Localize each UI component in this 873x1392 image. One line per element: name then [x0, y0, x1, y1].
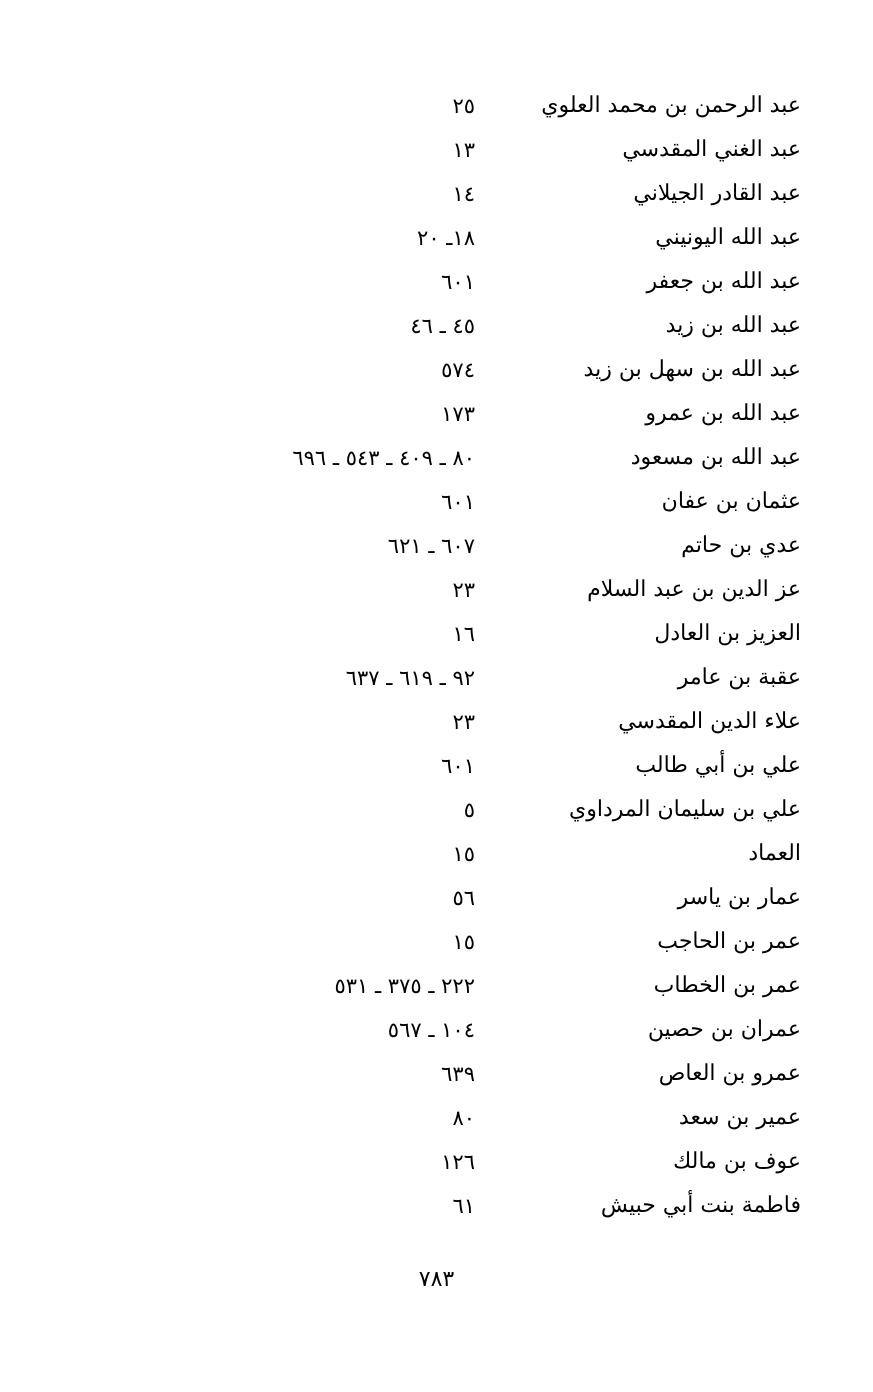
index-entry [0, 436, 873, 480]
entry-pages: ٦٠١ [441, 270, 475, 294]
entry-name: عمير بن سعد [678, 1105, 801, 1130]
entry-name: عبد الله بن عمرو [645, 401, 801, 426]
index-entry [0, 480, 873, 524]
entry-pages: ٦٣٩ [441, 1062, 475, 1086]
index-entry [0, 1096, 873, 1140]
entry-name: عمر بن الخطاب [653, 973, 801, 998]
entry-name: علي بن سليمان المرداوي [569, 797, 801, 822]
index-entry [0, 304, 873, 348]
entry-pages: ١٤ [452, 182, 475, 206]
index-entry [0, 128, 873, 172]
entry-name: فاطمة بنت أبي حبيش [600, 1193, 801, 1218]
entry-name: عبد الله اليونيني [655, 225, 801, 250]
entry-name: عبد الله بن جعفر [646, 269, 801, 294]
entry-pages: ١٣ [452, 138, 475, 162]
entry-pages: ٢٣ [452, 578, 475, 602]
entry-name: عبد الله بن زيد [665, 313, 801, 338]
entry-pages: ٦٠٧ ـ ٦٢١ [387, 534, 475, 558]
entry-name: علي بن أبي طالب [635, 753, 801, 778]
entry-pages: ٢٥ [452, 94, 475, 118]
index-entry [0, 568, 873, 612]
entry-name: علاء الدين المقدسي [618, 709, 801, 734]
entry-name: عبد القادر الجيلاني [633, 181, 801, 206]
entry-pages: ١٦ [452, 622, 475, 646]
entry-pages: ٢٣ [452, 710, 475, 734]
index-entry [0, 348, 873, 392]
index-entry [0, 700, 873, 744]
index-entry [0, 1052, 873, 1096]
entry-name: عمرو بن العاص [658, 1061, 801, 1086]
entry-name: عثمان بن عفان [661, 489, 801, 514]
entry-name: عمران بن حصين [647, 1017, 801, 1042]
entry-pages: ٦٠١ [441, 754, 475, 778]
entry-pages: ١٨ـ ٢٠ [417, 226, 475, 250]
index-entry [0, 524, 873, 568]
index-entry [0, 1184, 873, 1228]
entry-pages: ٨٠ ـ ٤٠٩ ـ ٥٤٣ ـ ٦٩٦ [292, 446, 475, 470]
entry-pages: ٥ [463, 798, 475, 822]
index-entry [0, 832, 873, 876]
entry-name: عقبة بن عامر [677, 665, 801, 690]
entry-pages: ٨٠ [452, 1106, 475, 1130]
index-entry [0, 656, 873, 700]
page-number: ٧٨٣ [418, 1267, 455, 1292]
entry-pages: ٩٢ ـ ٦١٩ ـ ٦٣٧ [345, 666, 475, 690]
index-entry [0, 260, 873, 304]
entry-pages: ١٢٦ [441, 1150, 475, 1174]
index-entry [0, 216, 873, 260]
index-list [0, 84, 873, 1228]
entry-name: عمر بن الحاجب [657, 929, 801, 954]
index-entry [0, 172, 873, 216]
entry-pages: ١٠٤ ـ ٥٦٧ [387, 1018, 475, 1042]
entry-name: العماد [748, 841, 801, 866]
index-entry [0, 788, 873, 832]
entry-pages: ٥٦ [452, 886, 475, 910]
entry-pages: ١٥ [452, 842, 475, 866]
entry-name: عدي بن حاتم [681, 533, 801, 558]
entry-name: عبد الرحمن بن محمد العلوي [541, 93, 801, 118]
entry-pages: ٤٥ ـ ٤٦ [410, 314, 475, 338]
entry-name: عوف بن مالك [673, 1149, 801, 1174]
entry-pages: ٥٧٤ [441, 358, 475, 382]
entry-pages: ٦٠١ [441, 490, 475, 514]
index-entry [0, 612, 873, 656]
index-entry [0, 1008, 873, 1052]
index-entry [0, 964, 873, 1008]
entry-name: العزيز بن العادل [654, 621, 801, 646]
index-entry [0, 1140, 873, 1184]
entry-name: عبد الله بن مسعود [630, 445, 801, 470]
entry-name: عبد الغني المقدسي [622, 137, 801, 162]
entry-pages: ١٧٣ [441, 402, 475, 426]
index-entry [0, 920, 873, 964]
entry-name: عمار بن ياسر [677, 885, 801, 910]
entry-pages: ١٥ [452, 930, 475, 954]
entry-pages: ٦١ [452, 1194, 475, 1218]
index-entry [0, 744, 873, 788]
entry-name: عبد الله بن سهل بن زيد [583, 357, 801, 382]
entry-name: عز الدين بن عبد السلام [587, 577, 801, 602]
index-entry [0, 84, 873, 128]
index-entry [0, 876, 873, 920]
entry-pages: ٢٢٢ ـ ٣٧٥ ـ ٥٣١ [334, 974, 475, 998]
index-entry [0, 392, 873, 436]
